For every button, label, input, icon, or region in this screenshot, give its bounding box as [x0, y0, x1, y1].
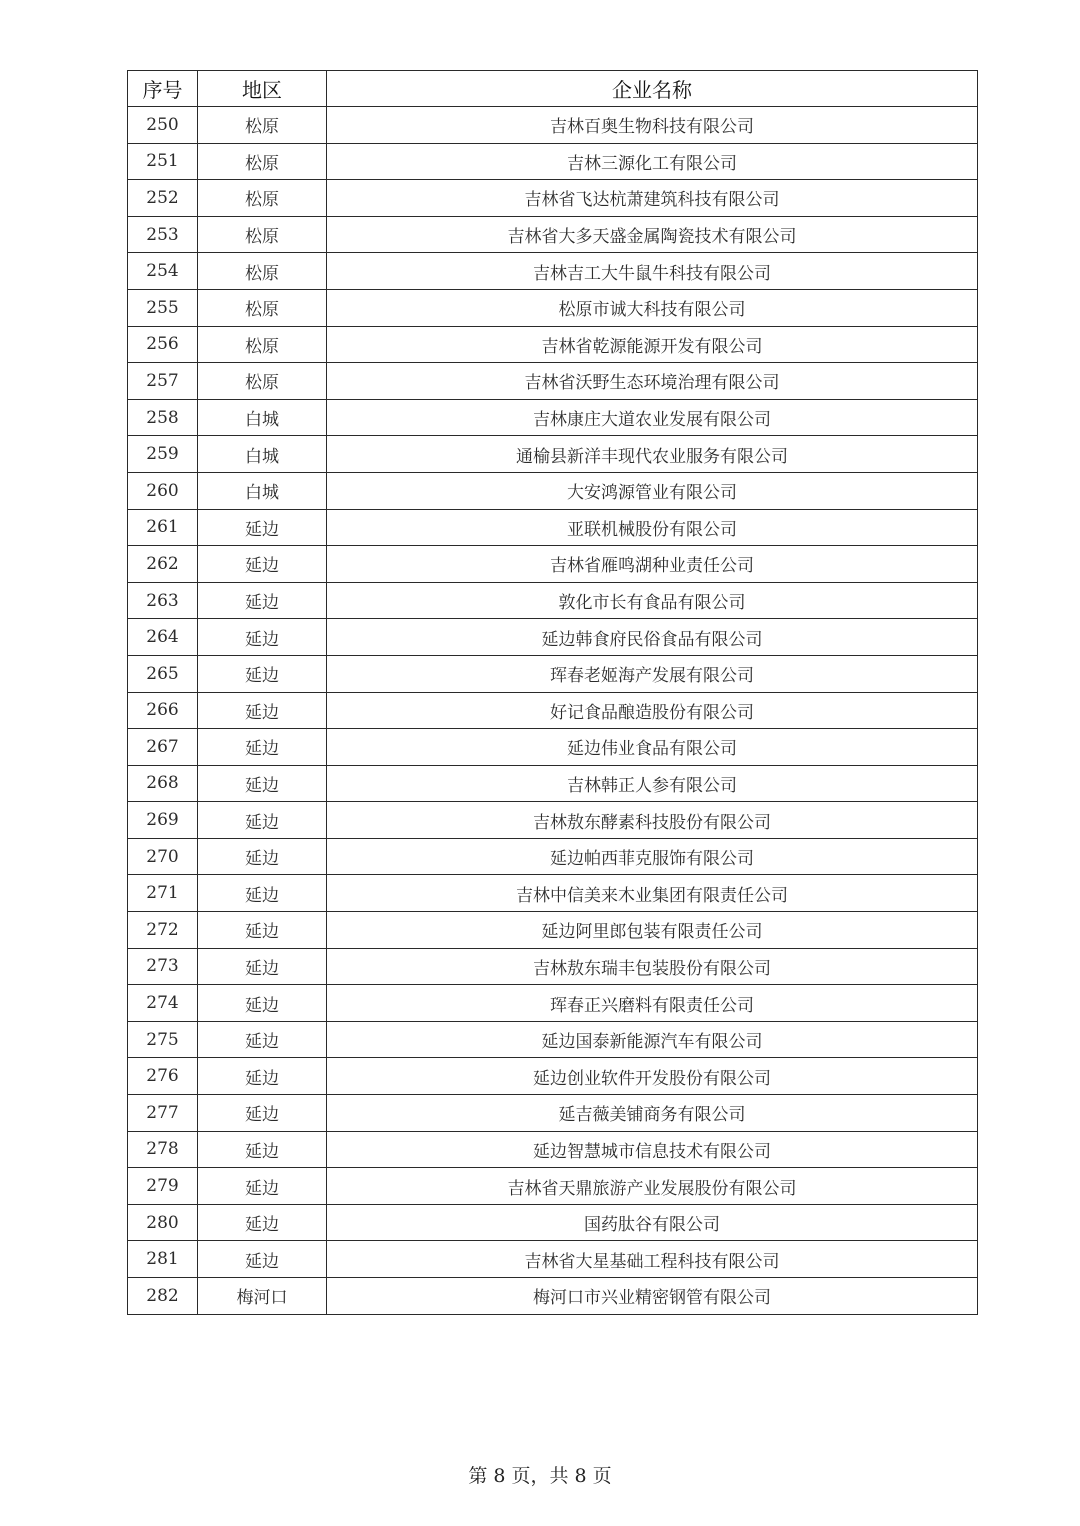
cell-serial-number: 256	[128, 326, 198, 363]
cell-region: 松原	[198, 363, 327, 400]
cell-region: 白城	[198, 399, 327, 436]
cell-enterprise-name: 延边智慧城市信息技术有限公司	[327, 1131, 978, 1168]
cell-region: 松原	[198, 253, 327, 290]
cell-enterprise-name: 延边国泰新能源汽车有限公司	[327, 1021, 978, 1058]
cell-region: 松原	[198, 216, 327, 253]
cell-enterprise-name: 吉林省飞达杭萧建筑科技有限公司	[327, 180, 978, 217]
cell-enterprise-name: 敦化市长有食品有限公司	[327, 582, 978, 619]
cell-serial-number: 275	[128, 1021, 198, 1058]
table-row	[128, 655, 978, 692]
cell-region: 延边	[198, 802, 327, 839]
table-row	[128, 363, 978, 400]
cell-enterprise-name: 延边伟业食品有限公司	[327, 729, 978, 766]
cell-enterprise-name: 延边阿里郎包装有限责任公司	[327, 912, 978, 949]
cell-enterprise-name: 亚联机械股份有限公司	[327, 509, 978, 546]
cell-enterprise-name: 吉林省大多天盛金属陶瓷技术有限公司	[327, 216, 978, 253]
cell-enterprise-name: 吉林敖东瑞丰包装股份有限公司	[327, 948, 978, 985]
cell-serial-number: 255	[128, 289, 198, 326]
table-row	[128, 436, 978, 473]
cell-serial-number: 252	[128, 180, 198, 217]
cell-region: 延边	[198, 729, 327, 766]
table-row	[128, 399, 978, 436]
cell-region: 延边	[198, 655, 327, 692]
header-region: 地区	[198, 71, 327, 107]
cell-enterprise-name: 吉林中信美来木业集团有限责任公司	[327, 875, 978, 912]
table-row	[128, 1131, 978, 1168]
table-row	[128, 582, 978, 619]
table-row	[128, 253, 978, 290]
cell-serial-number: 274	[128, 985, 198, 1022]
cell-serial-number: 253	[128, 216, 198, 253]
cell-serial-number: 278	[128, 1131, 198, 1168]
cell-serial-number: 266	[128, 692, 198, 729]
cell-serial-number: 279	[128, 1168, 198, 1205]
cell-region: 延边	[198, 1168, 327, 1205]
table-row	[128, 729, 978, 766]
cell-region: 白城	[198, 436, 327, 473]
cell-enterprise-name: 吉林百奥生物科技有限公司	[327, 107, 978, 144]
cell-region: 松原	[198, 180, 327, 217]
cell-enterprise-name: 吉林吉工大牛鼠牛科技有限公司	[327, 253, 978, 290]
cell-serial-number: 273	[128, 948, 198, 985]
table-row	[128, 948, 978, 985]
table-row	[128, 289, 978, 326]
cell-region: 松原	[198, 143, 327, 180]
table-row	[128, 912, 978, 949]
cell-enterprise-name: 吉林韩正人参有限公司	[327, 765, 978, 802]
cell-serial-number: 272	[128, 912, 198, 949]
cell-region: 延边	[198, 1021, 327, 1058]
cell-region: 延边	[198, 1131, 327, 1168]
cell-region: 延边	[198, 912, 327, 949]
cell-region: 延边	[198, 509, 327, 546]
cell-serial-number: 280	[128, 1204, 198, 1241]
cell-region: 延边	[198, 1095, 327, 1132]
cell-region: 延边	[198, 619, 327, 656]
table-row	[128, 546, 978, 583]
cell-serial-number: 281	[128, 1241, 198, 1278]
cell-enterprise-name: 松原市诚大科技有限公司	[327, 289, 978, 326]
table-row	[128, 692, 978, 729]
table-row	[128, 472, 978, 509]
table-row	[128, 216, 978, 253]
cell-enterprise-name: 珲春老姬海产发展有限公司	[327, 655, 978, 692]
cell-region: 白城	[198, 472, 327, 509]
table-row	[128, 143, 978, 180]
cell-enterprise-name: 吉林三源化工有限公司	[327, 143, 978, 180]
table-row	[128, 1204, 978, 1241]
cell-enterprise-name: 珲春正兴磨料有限责任公司	[327, 985, 978, 1022]
page-number-footer: 第 8 页，共 8 页	[468, 1465, 612, 1487]
cell-enterprise-name: 大安鸿源管业有限公司	[327, 472, 978, 509]
cell-serial-number: 260	[128, 472, 198, 509]
cell-serial-number: 262	[128, 546, 198, 583]
cell-enterprise-name: 吉林省沃野生态环境治理有限公司	[327, 363, 978, 400]
cell-enterprise-name: 延边创业软件开发股份有限公司	[327, 1058, 978, 1095]
cell-region: 延边	[198, 692, 327, 729]
table-row	[128, 509, 978, 546]
table-header	[128, 71, 978, 107]
table-row	[128, 1058, 978, 1095]
cell-enterprise-name: 吉林省雁鸣湖种业责任公司	[327, 546, 978, 583]
cell-serial-number: 254	[128, 253, 198, 290]
cell-serial-number: 261	[128, 509, 198, 546]
cell-region: 延边	[198, 765, 327, 802]
cell-region: 松原	[198, 326, 327, 363]
cell-serial-number: 265	[128, 655, 198, 692]
cell-enterprise-name: 延边韩食府民俗食品有限公司	[327, 619, 978, 656]
cell-serial-number: 257	[128, 363, 198, 400]
cell-region: 梅河口	[198, 1278, 327, 1315]
cell-enterprise-name: 吉林省大星基础工程科技有限公司	[327, 1241, 978, 1278]
table-row	[128, 107, 978, 144]
header-row	[128, 71, 978, 107]
cell-enterprise-name: 好记食品酿造股份有限公司	[327, 692, 978, 729]
cell-serial-number: 258	[128, 399, 198, 436]
table-row	[128, 1021, 978, 1058]
cell-serial-number: 270	[128, 838, 198, 875]
cell-serial-number: 271	[128, 875, 198, 912]
cell-serial-number: 259	[128, 436, 198, 473]
cell-enterprise-name: 延吉薇美铺商务有限公司	[327, 1095, 978, 1132]
cell-enterprise-name: 吉林省天鼎旅游产业发展股份有限公司	[327, 1168, 978, 1205]
cell-region: 松原	[198, 289, 327, 326]
cell-serial-number: 276	[128, 1058, 198, 1095]
cell-serial-number: 268	[128, 765, 198, 802]
cell-enterprise-name: 吉林敖东酵素科技股份有限公司	[327, 802, 978, 839]
table-body	[128, 107, 978, 1315]
cell-region: 松原	[198, 107, 327, 144]
cell-region: 延边	[198, 1058, 327, 1095]
table-row	[128, 1095, 978, 1132]
header-enterprise-name: 企业名称	[327, 71, 978, 107]
header-serial-number: 序号	[128, 71, 198, 107]
cell-region: 延边	[198, 838, 327, 875]
cell-region: 延边	[198, 546, 327, 583]
table-row	[128, 875, 978, 912]
cell-serial-number: 269	[128, 802, 198, 839]
table-row	[128, 765, 978, 802]
cell-region: 延边	[198, 875, 327, 912]
table-row	[128, 985, 978, 1022]
table-row	[128, 1241, 978, 1278]
table-row	[128, 619, 978, 656]
cell-serial-number: 267	[128, 729, 198, 766]
cell-enterprise-name: 吉林省乾源能源开发有限公司	[327, 326, 978, 363]
table-row	[128, 1278, 978, 1315]
table-row	[128, 802, 978, 839]
cell-serial-number: 263	[128, 582, 198, 619]
cell-serial-number: 277	[128, 1095, 198, 1132]
cell-enterprise-name: 国药肽谷有限公司	[327, 1204, 978, 1241]
cell-enterprise-name: 梅河口市兴业精密钢管有限公司	[327, 1278, 978, 1315]
cell-serial-number: 264	[128, 619, 198, 656]
cell-enterprise-name: 延边帕西菲克服饰有限公司	[327, 838, 978, 875]
cell-region: 延边	[198, 582, 327, 619]
enterprise-table	[127, 70, 978, 1315]
table-row	[128, 326, 978, 363]
cell-region: 延边	[198, 985, 327, 1022]
cell-enterprise-name: 吉林康庄大道农业发展有限公司	[327, 399, 978, 436]
table-row	[128, 1168, 978, 1205]
cell-serial-number: 250	[128, 107, 198, 144]
cell-serial-number: 282	[128, 1278, 198, 1315]
table-row	[128, 180, 978, 217]
table-row	[128, 838, 978, 875]
cell-region: 延边	[198, 1204, 327, 1241]
cell-enterprise-name: 通榆县新洋丰现代农业服务有限公司	[327, 436, 978, 473]
cell-region: 延边	[198, 948, 327, 985]
cell-serial-number: 251	[128, 143, 198, 180]
cell-region: 延边	[198, 1241, 327, 1278]
